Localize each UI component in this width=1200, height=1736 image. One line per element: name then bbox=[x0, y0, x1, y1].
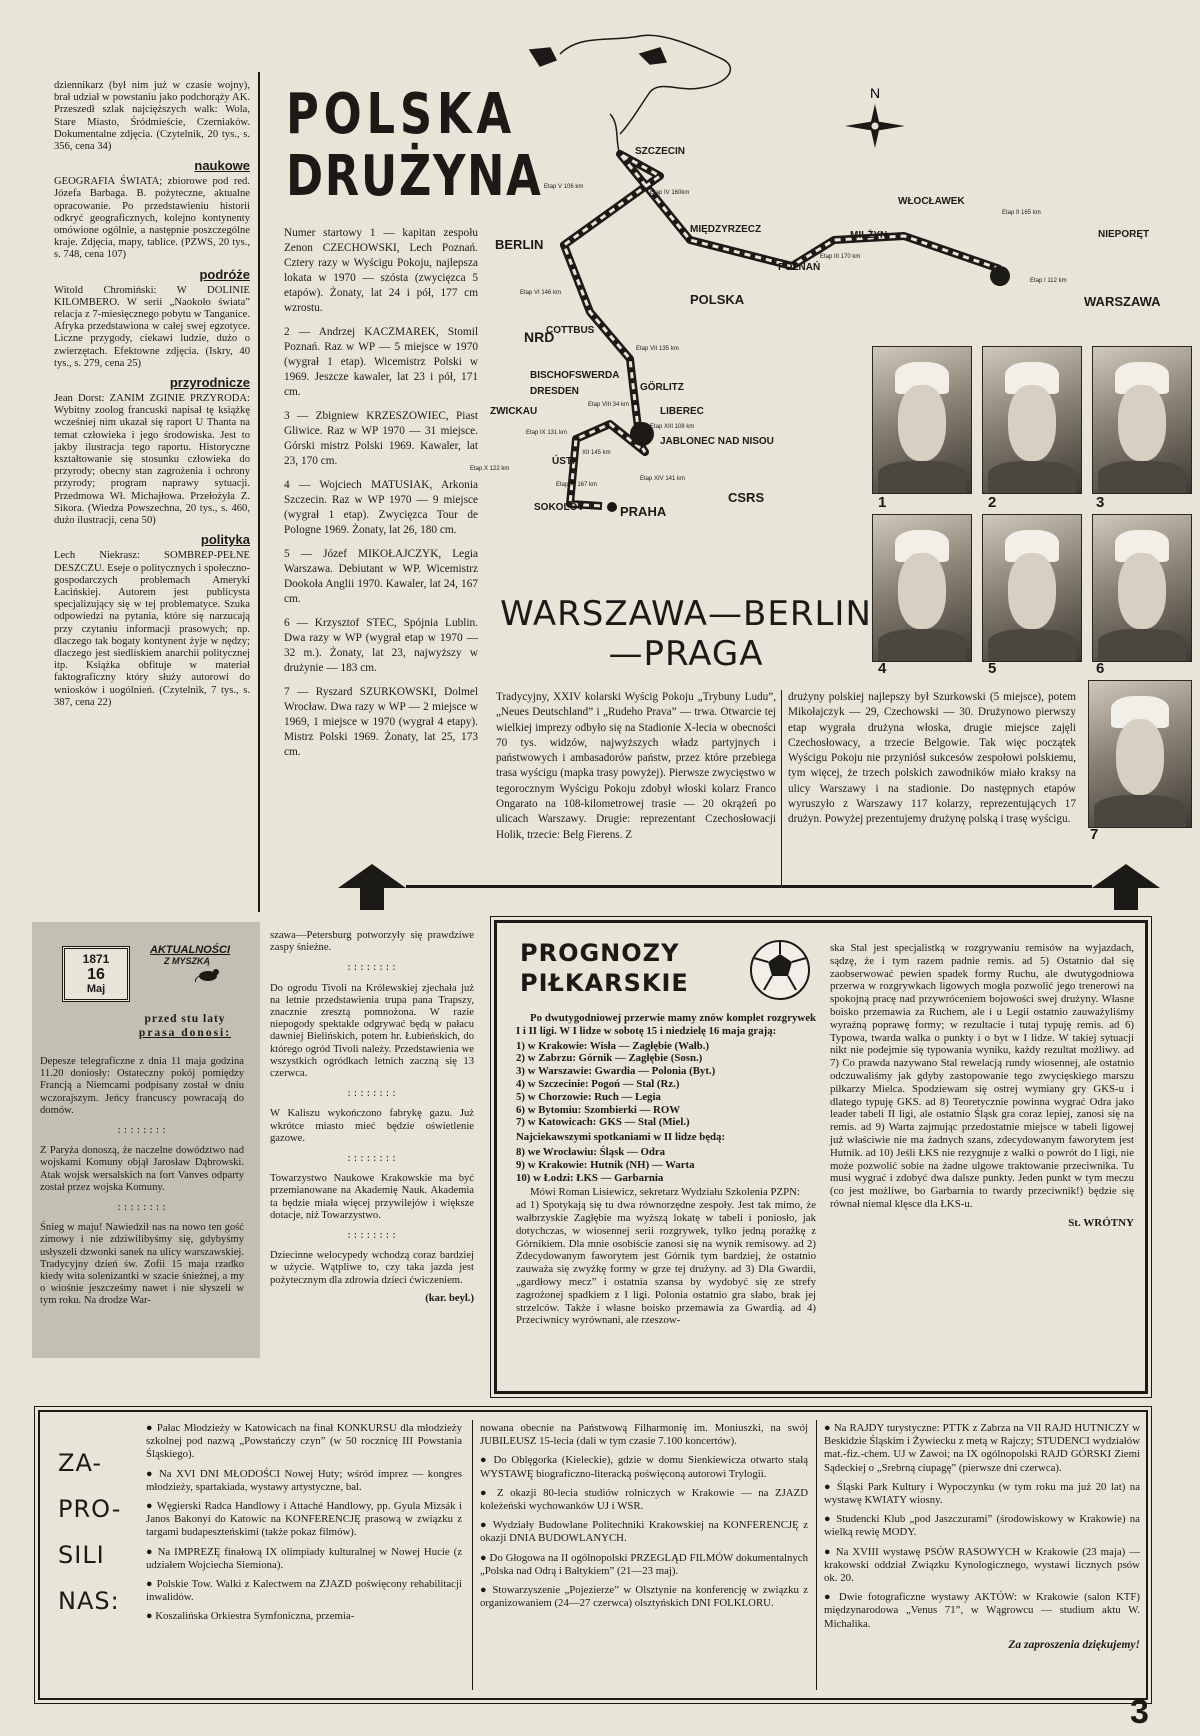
separator: :::::::: bbox=[116, 1203, 168, 1214]
invite-item: ● Pałac Młodzieży w Katowicach na finał KONKURSU dla młodzieży szkolnej pod nazwą „Powstańczy czyn” (w 50 rocznicę III Powstania Śląskiego). bbox=[146, 1422, 462, 1461]
city-label: NIEPORĘT bbox=[1098, 229, 1150, 240]
history-item: Towarzystwo Naukowe Krakowskie ma być przemianowane na Akademię Nauk. Akademia ta będzie miała więcej przywilejów i większe dotacje, niż Towarzystwo. bbox=[270, 1173, 474, 1221]
city-label: SOKOLOV bbox=[534, 502, 585, 513]
heading-przyrodnicze: przyrodnicze bbox=[169, 375, 250, 391]
rider-1: Numer startowy 1 — kapitan zespołu Zenon CZECHOWSKI, Lech Poznań. Cztery razy w Wyścigu Pokoju, najlepsza lokata w 1970 — szósta (zwycięzca 5 etapów). Żonaty, lat 24 i pół, 177 cm wzrostu. bbox=[284, 227, 478, 314]
prognozy-analysis-1: ad 1) Spotykają się tu dwa równorzędne zespoły. Jest tak mimo, że wałbrzyskie Zagłębie ma wyższą lokatę w tabeli i poniosło, jak dotychczas, w wiosennej serii rozgrywek, tylko jedną porażkę z Górnikiem. Dla mnie osobiście zanosi się na wynik remisowy. ad 2) Zdecydowanym faworytem jest Górnik tym bardziej, że ostatnio zauważa się zwyżkę formy w grze tej drużyny. ad 3) Dla Gwardii, „gardłowy mecz” i ostatnia szansa by wydobyć się ze strefy zagrożonej spadkiem z I ligi. Polonia ostatnio gra słabo, brak jej strzelców. Także i własne boisko przemawia za Gwardią. ad 4) Przeciwnicy wyrównani, ale rzeszow- bbox=[516, 1199, 816, 1327]
invite-item: ● Do Głogowa na II ogólnopolski PRZEGLĄD FILMÓW dokumentalnych „Polska nad Odrą i Bałtykiem” (21—23 maj). bbox=[480, 1551, 808, 1577]
label-line: NAS: bbox=[58, 1587, 120, 1615]
history-col1 bbox=[40, 1056, 244, 1308]
city-label: ZWICKAU bbox=[490, 406, 538, 417]
invite-item: ● Węgierski Radca Handlowy i Attaché Handlowy, pp. Gyula Mizsák i Janos Bakonyi do Katowic na KONFERENCJĘ prasową w związku z targami budapeszteńskimi (także pokaz filmów). bbox=[146, 1500, 462, 1539]
invite-item: ● Na IMPREZĘ finałową IX olimpiady kulturalnej w Nowej Hucie (z udziałem Wojciecha Siemiona). bbox=[146, 1545, 462, 1571]
city-label: NRD bbox=[524, 329, 555, 345]
compass-north-label: N bbox=[870, 85, 881, 101]
date-year: 1871 bbox=[82, 952, 110, 966]
photo-number: 4 bbox=[878, 660, 887, 677]
city-label: LIBEREC bbox=[660, 406, 704, 417]
stage-label: Etap I 112 km bbox=[1030, 278, 1067, 284]
match-item: 9) w Krakowie: Hutnik (NH) — Warta bbox=[516, 1158, 695, 1171]
history-subtitle bbox=[120, 1012, 250, 1040]
praha-marker bbox=[607, 502, 617, 512]
prognozy-col2 bbox=[830, 942, 1134, 1229]
review-przyrodnicze: Jean Dorst: ZANIM ZGINIE PRZYRODA: Wybitny zoolog francuski napisał tę książkę wcześniej nim ukazał się raport U Thanta na temat człowieka i jego środowiska. Jest to jakby ilustracja tego raportu. Historyczne kształtowanie się stosunku człowieka do przyrody; obecny stan zagrożenia i ochrony przyrody; program naprawy sytuacji. Przedmowa Wł. Michajłowa. Przełożyła Z. Sikora. (Wiedza Powszechna, 20 tys., s. 460, dużo ilustracji, cena 50) bbox=[54, 393, 250, 527]
race-article-col2 bbox=[788, 690, 1076, 828]
match-item: 5) w Chorzowie: Ruch — Legia bbox=[516, 1090, 661, 1103]
review-polityka: Lech Niekrasz: SOMBREP-PEŁNE DESZCZU. Eseje o politycznych i społeczno-gospodarczych problemach Ameryki Łacińskiej. Autorem jest publicysta specjalizujący się w tej problematyce. Szuka odpowiedzi na pytania, które się narzucają przy czytaniu informacji prasowych; np. dlaczego tak bogaty kontynent żyje w nędzy; dlaczego jest siedliskiem anarchii politycznej itp. Książka obfituje w materiał faktograficzny który służy autorowi do wniosków i uogólnień. (Czytelnik, 7 tys., s. 387, cena 22) bbox=[54, 550, 250, 708]
rider-photo-1 bbox=[872, 346, 972, 494]
separator: :::::::: bbox=[116, 1126, 168, 1137]
subtitle-a: przed stu laty bbox=[144, 1013, 226, 1025]
photo-number: 7 bbox=[1090, 826, 1099, 843]
thanks-note: Za zaproszenia dziękujemy! bbox=[1008, 1638, 1140, 1651]
match-item: 1) w Krakowie: Wisła — Zagłębie (Wałb.) bbox=[516, 1039, 710, 1052]
football-icon bbox=[748, 938, 812, 1002]
aktualnosci-logo bbox=[150, 944, 246, 987]
rider-4: 4 — Wojciech MATUSIAK, Arkonia Szczecin. Raz w WP 1970 — 9 miejsce (wygrał 1 etap). Zwycięzca Tour de Pologne 1969. Żonaty, lat 26, 180 cm. bbox=[284, 479, 478, 536]
date-day: 16 bbox=[87, 966, 105, 983]
label-line: PRO- bbox=[58, 1495, 122, 1523]
matches-list-2 bbox=[516, 1146, 816, 1184]
zaprosili-col2 bbox=[480, 1422, 808, 1616]
city-label: DRESDEN bbox=[530, 386, 579, 397]
history-item: Śnieg w maju! Nawiedził nas na nowo ten gość zimowy i nie zdziwilibyśmy się, gdybyśmy usłyszeli dzwonki sanek na ulicy warszawskiej. Tradycyjny dzień św. Zofii 15 maja rzadko kiedy wita solenizantki w szacie śnieżnej, a my o wiośnie jeszcześmy nawet i nie słyszeli w tym roku. Na drodze War- bbox=[40, 1222, 244, 1307]
stage-label: Etap X 122 km bbox=[470, 466, 510, 472]
stage-label: Etap VIII 34 km bbox=[588, 402, 630, 408]
team-title-line1: POLSKA bbox=[286, 82, 516, 147]
zaprosili-col1 bbox=[146, 1422, 462, 1630]
rider-photo-6 bbox=[1092, 514, 1192, 662]
match-item: 6) w Bytomiu: Szombierki — ROW bbox=[516, 1103, 681, 1116]
history-item: W Kaliszu wykończono fabrykę gazu. Już wkrótce miasto mieć będzie oświetlenie gazowe. bbox=[270, 1108, 474, 1144]
city-label: CSRS bbox=[728, 490, 765, 505]
invite-item: ● Na XVI DNI MŁODOŚCI Nowej Huty; wśród imprez — kongres młodzieży, spartakiada, wystawy artystyczne, bal. bbox=[146, 1467, 462, 1493]
stage-label: Etap XIII 108 km bbox=[650, 424, 695, 430]
history-item: szawa—Petersburg potworzyły się prawdziwe zaspy śnieżne. bbox=[270, 930, 474, 954]
rider-5: 5 — Józef MIKOŁAJCZYK, Legia Warszawa. Debiutant w WP. Wicemistrz Dookoła Anglii 1970. Kawaler, lat 24, 167 cm. bbox=[284, 548, 478, 605]
label-line: ZA- bbox=[58, 1449, 102, 1477]
race-text-2: drużyny polskiej najlepszy był Szurkowski (5 miejsce), potem Mikołajczyk — 29, Czechowski — 30. Drużynowo pierwszy etap wygrała drużyna włoska, drugie miejsce zajęli Czechosłowacy, a trzecie Belgowie. Tak więc początek Wyścigu Pokoju nie przyniósł sukcesów zespołowi polskiemu, tym więcej, że trzech polskich zawodników miało kraksy na ulicy Warszawy i na stadionie. Do następnych etapów wyruszyło z Warszawy 117 kolarzy, reprezentujących 17 drużyn. Powyżej prezentujemy drużynę polską i trasę wyścigu. bbox=[788, 691, 1076, 826]
match-item: 8) we Wrocławiu: Śląsk — Odra bbox=[516, 1145, 666, 1158]
prognozy-speaker: Mówi Roman Lisiewicz, sekretarz Wydziału Szkolenia PZPN: bbox=[530, 1186, 800, 1199]
history-item: Depesze telegraficzne z dnia 11 maja godzina 11.20 doniosły: Ostateczny pokój pomiędzy Francją a Niemcami podpisany został w dniu wczorajszym. Jeńcy francuscy powracają do domów. bbox=[40, 1056, 244, 1116]
city-label: MIĘDZYRZECZ bbox=[690, 224, 762, 235]
rider-2: 2 — Andrzej KACZMAREK, Stomil Poznań. Raz w WP — 5 miejsce w 1970 (wygrał 1 etap). Wicemistrz Polski w 1969. Jeszcze kawaler, lat 23 i pół, 171 cm. bbox=[284, 326, 478, 398]
match-item: 3) w Warszawie: Gwardia — Polonia (Byt.) bbox=[516, 1065, 716, 1078]
subtitle-b: prasa donosi: bbox=[138, 1027, 232, 1039]
rider-photo-4 bbox=[872, 514, 972, 662]
rider-photo-7 bbox=[1088, 680, 1192, 828]
logo-text: AKTUALNOŚCI bbox=[150, 944, 231, 956]
date-month: Maj bbox=[86, 983, 106, 995]
stage-label: Etap XI 167 km bbox=[556, 482, 598, 488]
column-divider bbox=[258, 72, 260, 912]
zaprosili-divider bbox=[472, 1420, 473, 1690]
invite-item: ● Studencki Klub „pod Jaszczurami” (środowiskowy w Krakowie) na wielką rewię MODY. bbox=[824, 1513, 1140, 1539]
prognozy-intro: Po dwutygodniowej przerwie mamy znów komplet rozgrywek I i II ligi. W I lidze w sobotę 15 i niedzielę 16 maja grają: bbox=[516, 1012, 816, 1037]
prognozy-col1 bbox=[516, 1012, 816, 1327]
zaprosili-label bbox=[58, 1440, 138, 1624]
invite-item: ● Na RAJDY turystyczne: PTTK z Zabrza na VII RAJD HUTNICZY w Beskidzie Śląskim i Żywiecku z metą w Rajczy; STUDENCI wydziałów mat.-fiz.-chem. UJ w Zawoi; na IX ogólnopolski RAJD GÓRSKI Ziemi Sądeckiej o „Srebrną ciupagę” (pierwsze dni czerwca). bbox=[824, 1422, 1140, 1474]
prognozy-analysis-2: ska Stal jest specjalistką w rozgrywaniu remisów na wyjazdach, sądzę, że i tym razem padnie remis. ad 5) Ostatnio dał się zaobserwować pewien spadek formy Ruchu, ale dwutygodniowa przerwa w rozgrywkach ligowych mogła pozwolić jego trenerowi na spokojną pracę nad przywróceniem bojowości swej drużyny. Własne boisko przemawia za Ruchem, ale i u Legii ostatnio zauważyliśmy wyraźną poprawę formy; w rezultacie i tutaj typuję remis. ad 6) Typowa, twarda walka o punkty i o byt w I lidze. W takiej sytuacji nikt nie podejmie się typowania wyniku, każdy rezultat możliwy. ad 7) Co prawda nazywano Stal rewelacją rundy wiosennej, ale ostatnio odczuwaliśmy jak gdyby zastopowanie tego zwycięskiego marszu piłkarzy Mielca. Spodziewam się ostrej wymiany gry GKS-u i dlatego typuję GKS. ad 8) Teoretycznie powinna wygrać Odra jako leader tabeli II ligi, ale ostatnio Śląsk gra coraz lepiej, zanosi się na remis. ad 9) Warta zajmując przedostatnie miejsce w tabeli ligowej już właściwie nie ma żadnych szans, zdecydowanym faworytem jest Hutnik. ad 10) Jeśli ŁKS nie rezygnuje z walki o powrót do I ligi, nie może pozwolić sobie na żadne ulgowe traktowanie przeciwnika. Tu musi wygrać i zdobyć dwa dalsze punkty. Jeden punkt w tym meczu (co jest możliwe, bo Garbarnia to twardy przeciwnik!) będzie się równał niemal klęsce dla ŁKS-u. bbox=[830, 942, 1134, 1210]
arrow-connector-line bbox=[406, 885, 1092, 888]
invite-item: ● Dwie fotograficzne wystawy AKTÓW: w Krakowie (salon KTF) międzynarodowa „Venus 71”, w Wągrowcu — studium aktu W. Michalika. bbox=[824, 1591, 1140, 1630]
invite-item: ● Do Oblęgorka (Kieleckie), gdzie w domu Sienkiewicza otwarto stałą WYSTAWĘ biograficzno-literacką poświęconą autorowi Trylogii. bbox=[480, 1454, 808, 1480]
logo-subtext: Z MYSZKĄ bbox=[164, 956, 210, 966]
mouse-icon bbox=[194, 966, 224, 982]
history-col2 bbox=[270, 930, 474, 1305]
page-number: 3 bbox=[1130, 1693, 1149, 1731]
race-title-line2: —PRAGA bbox=[608, 634, 764, 674]
race-title-line1: WARSZAWA—BERLIN bbox=[500, 594, 872, 634]
city-label: POZNAŃ bbox=[778, 262, 821, 273]
city-label: COTTBUS bbox=[546, 325, 595, 336]
race-article-col1 bbox=[496, 690, 776, 843]
rider-3: 3 — Zbigniew KRZESZOWIEC, Piast Gliwice. Raz w WP 1970 — 31 miejsce. Górski mistrz Polski 1969. Kawaler, lat 23, 170 cm. bbox=[284, 410, 478, 467]
city-label: POLSKA bbox=[690, 292, 745, 307]
prognozy-signature: St. WRÓTNY bbox=[1068, 1216, 1134, 1229]
stage-label: Etap II 165 km bbox=[1002, 210, 1041, 216]
stage-label: Etap V 106 km bbox=[544, 184, 584, 190]
photo-number: 5 bbox=[988, 660, 997, 677]
photo-number: 1 bbox=[878, 494, 887, 511]
stage-label: Etap VII 135 km bbox=[636, 346, 679, 352]
zaprosili-col3 bbox=[824, 1422, 1140, 1651]
city-label: WARSZAWA bbox=[1084, 294, 1161, 309]
city-label: ÚSTI bbox=[552, 456, 575, 467]
separator: :::::::: bbox=[346, 1089, 398, 1100]
rider-photo-5 bbox=[982, 514, 1082, 662]
history-item: Z Paryża donoszą, że naczelne dowództwo nad wojskami Komuny objął Jarosław Dąbrowski. Atak wojsk wersalskich na fort Vanves odparty został przez wojska Komuny. bbox=[40, 1145, 244, 1193]
separator: :::::::: bbox=[346, 1231, 398, 1242]
heading-podroze: podróże bbox=[199, 266, 250, 282]
label-line: SILI bbox=[58, 1541, 105, 1569]
city-label: MILŻYN bbox=[850, 230, 888, 241]
match-item: 4) w Szczecinie: Pogoń — Stal (Rz.) bbox=[516, 1077, 680, 1090]
stage-label: Etap IX 131 km bbox=[526, 430, 568, 436]
race-title bbox=[496, 594, 876, 674]
invite-item: ● Stowarzyszenie „Pojezierze” w Olsztynie na konferencję w związku z organizowaniem (24—27 czerwca) olsztyńskich DNI FOLKLORU. bbox=[480, 1584, 808, 1610]
history-signature: (kar. beyl.) bbox=[425, 1292, 474, 1304]
prognozy-title-line1: PROGNOZY bbox=[520, 939, 680, 967]
prognozy-mid: Najciekawszymi spotkaniami w II lidze będą: bbox=[516, 1131, 726, 1144]
heading-naukowe: naukowe bbox=[194, 158, 250, 174]
match-item: 10) w Łodzi: ŁKS — Garbarnia bbox=[516, 1171, 664, 1184]
city-label: WŁOCŁAWEK bbox=[898, 196, 965, 207]
invite-item: ● Na XVIII wystawę PSÓW RASOWYCH w Krakowie (23 maja) — krakowski oddział Związku Kynologicznego, wystawi licznych psów ok. 20. bbox=[824, 1545, 1141, 1585]
invite-item: ● Koszalińska Orkiestra Symfoniczna, przemia- bbox=[146, 1610, 355, 1623]
invite-item: nowana obecnie na Państwową Filharmonię im. Moniuszki, na swój JUBILEUSZ 15-lecia (dali w tym czasie 7.100 koncertów). bbox=[480, 1422, 808, 1448]
review-intro: dziennikarz (był nim już w czasie wojny), brał udział w powstaniu jako podchorąży AK. Przeszedł szlak najcięższych walk: Wola, Stare Miasto, Śródmieście, Czerniaków. Dokumentalne zdjęcia. (Czytelnik, 20 tys., s. 356, cena 34) bbox=[54, 80, 250, 153]
team-title-line2: DRUŻYNA bbox=[286, 144, 543, 209]
photo-number: 2 bbox=[988, 494, 997, 511]
rider-6: 6 — Krzysztof STEC, Spójnia Lublin. Dwa razy w WP (wygrał etap w 1970 — 32 m.). Żonaty, lat 23, najwyższy w drużynie — 183 cm. bbox=[284, 617, 478, 674]
stage-label: Etap IV 160km bbox=[650, 190, 690, 196]
city-label: PRAHA bbox=[620, 504, 667, 519]
city-label: JABLONEC NAD NISOU bbox=[660, 436, 774, 447]
book-reviews-column bbox=[54, 80, 250, 709]
stage-label: Etap XIV 141 km bbox=[640, 476, 686, 482]
heading-polityka: polityka bbox=[200, 532, 250, 548]
photo-number: 6 bbox=[1096, 660, 1105, 677]
history-date-box bbox=[62, 946, 130, 1002]
rider-7: 7 — Ryszard SZURKOWSKI, Dolmel Wrocław. Dwa razy w WP — 2 miejsce w 1969, 1 miejsce w 1970 (wygrał 4 etapy). Mistrz Polski 1969. Żonaty, lat 25, 173 cm. bbox=[284, 686, 478, 758]
history-item: Do ogrodu Tivoli na Królewskiej zjechała już na letnie przedstawienia trupa pana Trapszy, znacznie zresztą pomnożona. W razie niepogody spektakle odgrywać będą w pałacu dawniej Bielińskich, potem hr. Łubieńskich, do którego ogród Tivoli należy. Przedstawienia we wszystkich ogródkach letnich zaczną się 13 czerwca. bbox=[270, 982, 474, 1080]
up-arrow-icon bbox=[1090, 862, 1162, 912]
team-roster bbox=[284, 226, 478, 769]
team-title bbox=[286, 82, 543, 209]
invite-item: ● Z okazji 80-lecia studiów rolniczych w Krakowie — na ZJAZD koleżeński wychowanków UJ i WSR. bbox=[480, 1486, 808, 1513]
separator: :::::::: bbox=[346, 1154, 398, 1165]
stage-label: Etap VI 146 km bbox=[520, 290, 562, 296]
city-label: SZCZECIN bbox=[635, 146, 685, 157]
prognozy-title bbox=[520, 938, 740, 998]
warszawa-marker bbox=[990, 266, 1010, 286]
match-item: 7) w Katowicach: GKS — Stal (Miel.) bbox=[516, 1116, 690, 1129]
invite-item: ● Śląski Park Kultury i Wypoczynku (w tym roku ma już 20 lat) na wystawę KWIATY wiosny. bbox=[824, 1480, 1140, 1507]
match-item: 2) w Zabrzu: Górnik — Zagłębie (Sosn.) bbox=[516, 1052, 703, 1065]
city-label: BERLIN bbox=[495, 237, 544, 252]
city-label: BISCHOFSWERDA bbox=[530, 370, 620, 381]
photo-number: 3 bbox=[1096, 494, 1105, 511]
history-item: Dziecinne welocypedy wchodzą coraz bardziej w użycie. Wątpliwe to, czy taka jazda jest pożytecznym dla zdrowia dzieci ćwiczeniem. bbox=[270, 1250, 474, 1286]
rider-photo-2 bbox=[982, 346, 1082, 494]
prognozy-title-line2: PIŁKARSKIE bbox=[520, 969, 689, 997]
europe-outline-graphic bbox=[530, 35, 730, 154]
stage-label: Etap III 170 km bbox=[820, 254, 861, 260]
race-text-1: Tradycyjny, XXIV kolarski Wyścig Pokoju „Trybuny Ludu”, „Neues Deutschland” i „Rudeho Prava” — trwa. Otwarcie tej wielkiej imprezy odbyło się na Stadionie X-lecia w obecności 70 tys. widzów, najwyższych władz partyjnych i państwowych i ambasadorów państw, przez które przebiega trasa wyścigu (mapka trasy powyżej). Pierwsze zwycięstwo w tegorocznym Wyścigu Pokoju zdobył włoski kolarz Franco Ongarato na 108-kilometrowej trasie — 20 okrążeń po ulicach Warszawy. Drugie: reprezentant Czechosłowacji Holik, trzecie: Belg Fierens. Z bbox=[496, 691, 776, 841]
invite-item: ● Polskie Tow. Walki z Kalectwem na ZJAZD poświęcony rehabilitacji inwalidów. bbox=[146, 1578, 462, 1604]
separator: :::::::: bbox=[346, 963, 398, 974]
rider-photo-3 bbox=[1092, 346, 1192, 494]
compass-rose-icon bbox=[845, 85, 905, 148]
up-arrow-icon bbox=[336, 862, 408, 912]
race-column-divider bbox=[781, 690, 782, 886]
review-naukowe: GEOGRAFIA ŚWIATA; zbiorowe pod red. Józefa Barbaga. B. pożyteczne, aktualne opracowanie. Po przedstawieniu historii odkryć geograficznych, kolejno kontynenty omówione ogólnie, a następnie poszczególne kraje. Zdjęcia, mapy, tablice. (PZWS, 20 tys., s. 748, cena 107) bbox=[54, 176, 250, 261]
invite-item: ● Wydziały Budowlane Politechniki Krakowskiej na KONFERENCJĘ z okazji DNIA BUDOWLANYCH. bbox=[480, 1519, 808, 1545]
review-podroze: Witold Chromiński: W DOLINIE KILOMBERO. W serii „Naokoło świata” relacja z 7-miesięcznego pobytu w Tanganice. Afryka przedstawiona w całej swej egzotyce. Liczne przygody, ciekawi ludzie, dużo o zwierzętach. Efektowne zdjęcia. (Iskry, 40 tys., s. 279, cena 25) bbox=[54, 284, 250, 369]
matches-list bbox=[516, 1040, 816, 1130]
stage-label: XII 145 km bbox=[582, 450, 611, 456]
zaprosili-divider bbox=[816, 1420, 817, 1690]
city-label: GÖRLITZ bbox=[640, 382, 684, 393]
